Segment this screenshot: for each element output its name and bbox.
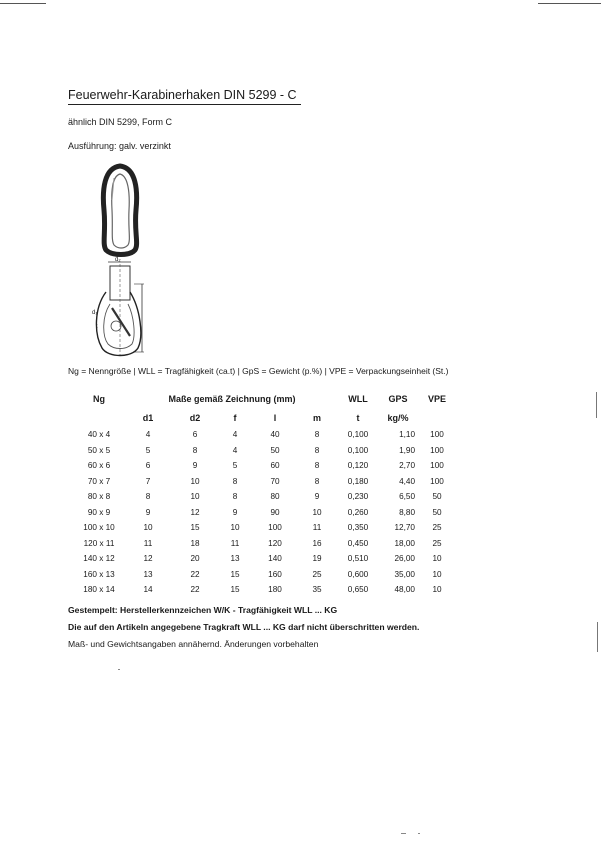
finish-line: Ausführung: galv. verzinkt [68, 141, 171, 151]
subheader-d2: d2 [189, 413, 201, 423]
table-cell: 15 [230, 585, 240, 594]
table-cell: 50 x 5 [87, 445, 111, 455]
table-cell: 9 [145, 507, 151, 517]
table-cell: 1,10 [399, 430, 415, 439]
table-cell: 5 [145, 445, 151, 455]
table-cell: 8 [232, 476, 238, 486]
table-cell: 1,90 [399, 445, 415, 455]
table-cell: 8 [314, 461, 320, 470]
table-cell: 40 [270, 430, 280, 439]
table-cell: 25 [432, 523, 442, 532]
abbreviation-legend: Ng = Nenngröße | WLL = Tragfähigkeit (ca.t) | GpS = Gewicht (p.%) | VPE = Verpackungseinheit (St.) [68, 366, 449, 376]
table-cell: 12 [143, 554, 153, 563]
table-cell: 140 [268, 554, 282, 563]
table-cell: 4,40 [399, 476, 415, 486]
table-cell: 13 [143, 569, 153, 579]
table-cell: 100 [430, 445, 444, 455]
table-cell: 10 [190, 476, 200, 486]
label-d2: d₂ [115, 257, 121, 263]
subheader-m: m [312, 413, 322, 423]
table-cell: 120 x 11 [83, 538, 115, 548]
table-cell: 40 x 4 [87, 430, 111, 439]
table-cell: 22 [190, 585, 200, 594]
table-cell: 10 [190, 492, 200, 501]
table-cell: 20 [190, 554, 200, 563]
table-cell: 11 [230, 538, 240, 548]
table-cell: 100 [430, 476, 444, 486]
table-cell: 160 x 13 [83, 569, 115, 579]
table-cell: 0,260 [347, 507, 369, 517]
table-cell: 26,00 [394, 554, 415, 563]
table-cell: 9 [314, 492, 320, 501]
subtitle: ähnlich DIN 5299, Form C [68, 117, 173, 127]
table-cell: 15 [230, 569, 240, 579]
table-cell: 6 [192, 430, 198, 439]
table-cell: 14 [143, 585, 153, 594]
table-cell: 90 [270, 507, 280, 517]
header-dimensions: Maße gemäß Zeichnung (mm) [168, 394, 296, 404]
subheader-d1: d1 [142, 413, 154, 423]
table-cell: 10 [230, 523, 240, 532]
table-cell: 8 [192, 445, 198, 455]
table-cell: 10 [143, 523, 153, 532]
table-cell: 7 [145, 476, 151, 486]
table-cell: 0,650 [347, 585, 369, 594]
table-cell: 0,450 [347, 538, 369, 548]
table-cell: 8 [314, 445, 320, 455]
scan-artifact [118, 669, 120, 670]
subheader-t: t [356, 413, 360, 423]
table-cell: 50 [270, 445, 280, 455]
table-cell: 120 [268, 538, 282, 548]
scan-artifact [401, 833, 406, 834]
table-cell: 8,80 [399, 507, 415, 517]
table-cell: 35 [312, 585, 322, 594]
table-cell: 0,510 [347, 554, 369, 563]
table-cell: 100 [430, 461, 444, 470]
table-cell: 11 [312, 523, 322, 532]
table-cell: 22 [190, 569, 200, 579]
table-cell: 9 [232, 507, 238, 517]
header-ng: Ng [93, 394, 105, 404]
header-wll: WLL [348, 394, 368, 404]
table-cell: 11 [143, 538, 153, 548]
table-cell: 2,70 [399, 461, 415, 470]
table-cell: 180 x 14 [83, 585, 115, 594]
table-cell: 0,350 [347, 523, 369, 532]
table-cell: 100 [268, 523, 282, 532]
table-cell: 10 [432, 554, 442, 563]
table-cell: 60 [270, 461, 280, 470]
table-cell: 5 [232, 461, 238, 470]
table-cell: 50 [432, 492, 442, 501]
table-cell: 12 [190, 507, 200, 517]
table-cell: 18 [190, 538, 200, 548]
table-cell: 48,00 [394, 585, 415, 594]
table-cell: 12,70 [394, 523, 415, 532]
table-cell: 0,120 [347, 461, 369, 470]
table-cell: 10 [312, 507, 322, 517]
table-cell: 16 [312, 538, 322, 548]
table-cell: 4 [232, 430, 238, 439]
subheader-kg: kg/% [387, 413, 409, 423]
header-gps: GPS [388, 394, 408, 404]
table-cell: 25 [312, 569, 322, 579]
table-cell: 60 x 6 [87, 461, 111, 470]
table-cell: 8 [314, 430, 320, 439]
table-cell: 50 [432, 507, 442, 517]
label-d1: d₁ [92, 310, 98, 316]
table-cell: 90 x 9 [87, 507, 111, 517]
table-cell: 4 [145, 430, 151, 439]
subheader-l: l [273, 413, 277, 423]
table-cell: 0,180 [347, 476, 369, 486]
load-warning: Die auf den Artikeln angegebene Tragkraft WLL ... KG darf nicht überschritten werden. [68, 622, 420, 632]
table-cell: 13 [230, 554, 240, 563]
table-cell: 19 [312, 554, 322, 563]
table-cell: 15 [190, 523, 200, 532]
table-cell: 0,230 [347, 492, 369, 501]
table-cell: 160 [268, 569, 282, 579]
table-cell: 8 [145, 492, 151, 501]
table-cell: 80 [270, 492, 280, 501]
page-title: Feuerwehr-Karabinerhaken DIN 5299 - C [68, 88, 297, 102]
table-cell: 9 [192, 461, 198, 470]
label-t: t [96, 324, 98, 330]
table-cell: 80 x 8 [87, 492, 111, 501]
table-cell: 10 [432, 585, 442, 594]
table-cell: 35,00 [394, 569, 415, 579]
table-cell: 0,600 [347, 569, 369, 579]
table-cell: 8 [232, 492, 238, 501]
table-cell: 100 [430, 430, 444, 439]
table-cell: 70 [270, 476, 280, 486]
table-cell: 140 x 12 [83, 554, 115, 563]
scan-artifact [597, 622, 598, 652]
disclaimer: Maß- und Gewichtsangaben annähernd. Änderungen vorbehalten [68, 639, 319, 649]
stamp-note: Gestempelt: Herstellerkennzeichen W/K - Tragfähigkeit WLL ... KG [68, 605, 338, 615]
header-vpe: VPE [427, 394, 447, 404]
subheader-f: f [233, 413, 237, 423]
table-cell: 0,100 [347, 430, 369, 439]
table-cell: 70 x 7 [87, 476, 111, 486]
table-cell: 4 [232, 445, 238, 455]
table-cell: 6 [145, 461, 151, 470]
table-cell: 8 [314, 476, 320, 486]
table-cell: 180 [268, 585, 282, 594]
table-cell: 10 [432, 569, 442, 579]
table-cell: 25 [432, 538, 442, 548]
scan-artifact [418, 833, 420, 834]
table-cell: 6,50 [399, 492, 415, 501]
table-cell: 18,00 [394, 538, 415, 548]
table-cell: 0,100 [347, 445, 369, 455]
table-cell: 100 x 10 [83, 523, 115, 532]
